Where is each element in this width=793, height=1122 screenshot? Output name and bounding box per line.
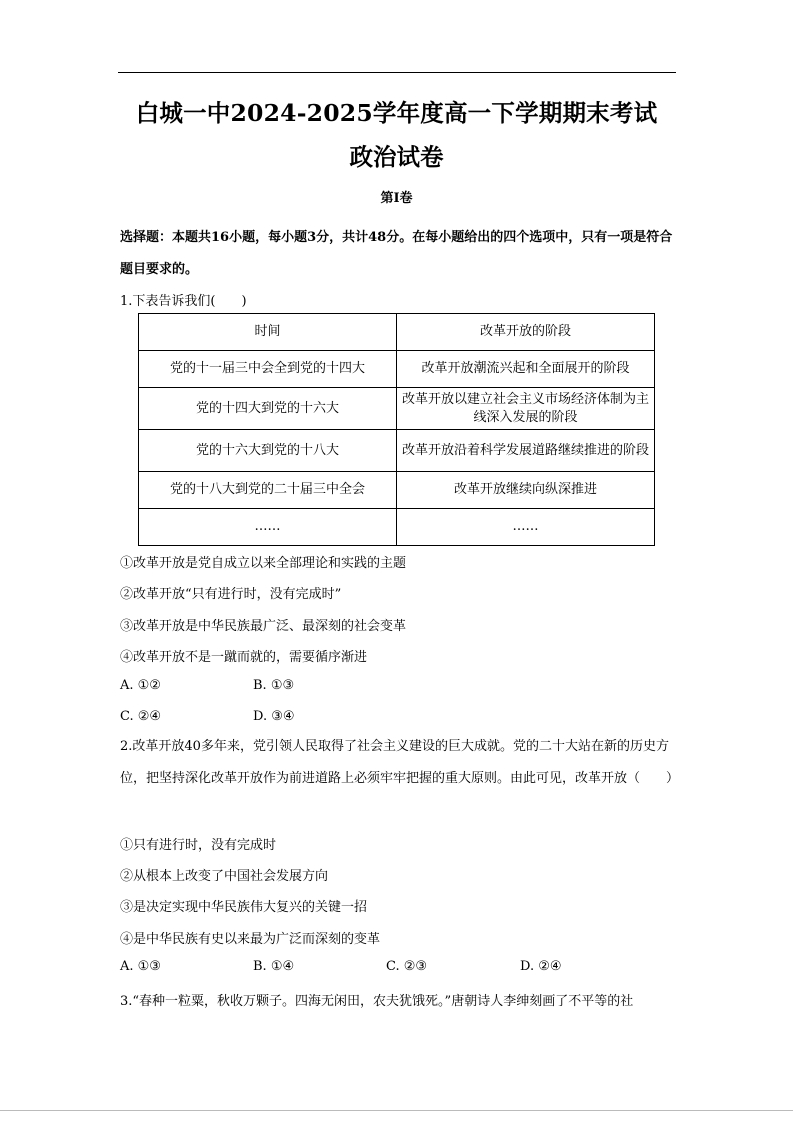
q2-option-b: B. ①④ bbox=[253, 959, 295, 974]
q1-statement: ②改革开放“只有进行时，没有完成时” bbox=[120, 587, 342, 602]
table-cell: 党的十八大到党的二十届三中全会 bbox=[139, 472, 397, 509]
table-cell: 党的十一届三中会全到党的十四大 bbox=[139, 351, 397, 388]
q2-statement: ③是决定实现中华民族伟大复兴的关键一招 bbox=[120, 900, 368, 915]
table-cell: 改革开放沿着科学发展道路继续推进的阶段 bbox=[397, 430, 655, 472]
q1-statement: ③改革开放是中华民族最广泛、最深刻的社会变革 bbox=[120, 619, 407, 634]
table-header-cell: 改革开放的阶段 bbox=[397, 314, 655, 351]
header-rule bbox=[118, 72, 676, 73]
q2-option-d: D. ②④ bbox=[520, 959, 562, 974]
section-instructions: 选择题：本题共16小题，每小题3分，共计48分。在每小题给出的四个选项中，只有一项是符合题目要求的。 bbox=[120, 230, 673, 277]
q2-option-a: A. ①③ bbox=[120, 959, 161, 974]
q1-stem: 1.下表告诉我们( ) bbox=[120, 294, 247, 309]
table-row bbox=[139, 388, 655, 430]
exam-title: 白城一中2024-2025学年度高一下学期期末考试 bbox=[135, 99, 658, 127]
table-header-row bbox=[139, 314, 655, 351]
table-cell: …… bbox=[397, 509, 655, 546]
table-row bbox=[139, 351, 655, 388]
q1-statement: ④改革开放不是一蹴而就的，需要循序渐进 bbox=[120, 650, 368, 665]
table-row bbox=[139, 509, 655, 546]
table-cell: 改革开放以建立社会主义市场经济体制为主线深入发展的阶段 bbox=[397, 388, 655, 430]
q2-statement: ①只有进行时，没有完成时 bbox=[120, 838, 277, 853]
table-cell: …… bbox=[139, 509, 397, 546]
q1-option-d: D. ③④ bbox=[253, 709, 295, 724]
subject-title: 政治试卷 bbox=[349, 143, 444, 171]
q1-option-a: A. ①② bbox=[120, 678, 161, 693]
q3-stem: 3.“春种一粒粟，秋收万颗子。四海无闲田，农夫犹饿死。”唐朝诗人李绅刻画了不平等的社 bbox=[120, 994, 634, 1009]
q1-option-b: B. ①③ bbox=[253, 678, 295, 693]
volume-label: 第Ⅰ卷 bbox=[380, 191, 413, 206]
q1-statement: ①改革开放是党自成立以来全部理论和实践的主题 bbox=[120, 556, 407, 571]
table-row bbox=[139, 430, 655, 472]
q2-statement: ②从根本上改变了中国社会发展方向 bbox=[120, 869, 329, 884]
table-header-cell: 时间 bbox=[139, 314, 397, 351]
q1-option-c: C. ②④ bbox=[120, 709, 162, 724]
table-row bbox=[139, 472, 655, 509]
q2-option-c: C. ②③ bbox=[386, 959, 428, 974]
table-cell: 党的十四大到党的十六大 bbox=[139, 388, 397, 430]
page-bottom-edge bbox=[0, 1110, 793, 1111]
q2-statement: ④是中华民族有史以来最为广泛而深刻的变革 bbox=[120, 932, 381, 947]
q2-stem: 2.改革开放40多年来，党引领人民取得了社会主义建设的巨大成就。党的二十大站在新的历史方位，把坚持深化改革开放作为前进道路上必须牢牢把握的重大原则。由此可见，改革开放（ ） bbox=[120, 739, 680, 786]
table-cell: 改革开放继续向纵深推进 bbox=[397, 472, 655, 509]
table-cell: 改革开放潮流兴起和全面展开的阶段 bbox=[397, 351, 655, 388]
q1-table bbox=[138, 313, 655, 546]
table-cell: 党的十六大到党的十八大 bbox=[139, 430, 397, 472]
